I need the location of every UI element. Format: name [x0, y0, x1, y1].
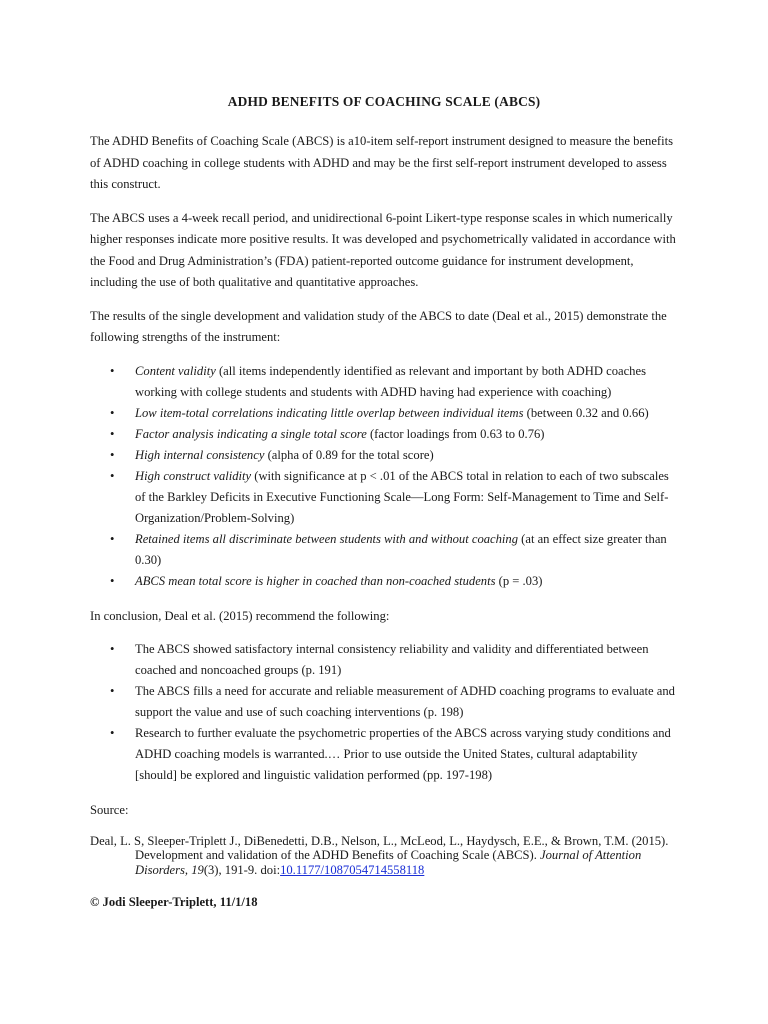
- intro-paragraph-1: The ADHD Benefits of Coaching Scale (ABCS) is a10-item self-report instrument designed to measure the benefits of ADHD coaching in college students with ADHD and may be the first self-report instrument developed to assess this construct.: [90, 134, 674, 191]
- bullet-icon: •: [110, 531, 115, 546]
- bullet-icon: •: [110, 447, 115, 462]
- list-item: • High internal consistency (alpha of 0.89 for the total score): [90, 445, 682, 466]
- list-item: • The ABCS showed satisfactory internal consistency reliability and validity and differentiated between coached and noncoached groups (p. 191): [90, 639, 682, 681]
- copyright-notice: © Jodi Sleeper-Triplett, 11/1/18: [90, 895, 258, 909]
- bullet-icon: •: [110, 468, 115, 483]
- strengths-list: [90, 361, 682, 592]
- bullet-icon: •: [110, 426, 115, 441]
- bullet-icon: •: [110, 642, 115, 656]
- bullet-icon: •: [110, 405, 115, 420]
- recommendations-list: [90, 639, 682, 786]
- bullet-icon: •: [110, 573, 115, 588]
- doi-link[interactable]: 10.1177/108705471455811​8: [280, 862, 425, 877]
- list-item: • Low item-total correlations indicating little overlap between individual items (between 0.32 and 0.66): [90, 403, 682, 424]
- list-item: • The ABCS fills a need for accurate and reliable measurement of ADHD coaching programs to evaluate and support the value and use of such coaching interventions (p. 198): [90, 681, 682, 723]
- source-label: Source:: [90, 803, 129, 817]
- list-item: • High construct validity (with significance at p < .01 of the ABCS total in relation to each of two subscales of the Barkley Deficits in Executive Functioning Scale—Long Form: Self-Management to Time and Self-Organization/Problem-Solving): [90, 466, 682, 529]
- intro-paragraph-3: The results of the single development and validation study of the ABCS to date (Deal et al., 2015) demonstrate the following strengths of the instrument:: [90, 308, 667, 344]
- conclusion-intro: In conclusion, Deal et al. (2015) recommend the following:: [90, 608, 390, 623]
- document-title: ADHD BENEFITS OF COACHING SCALE (ABCS): [227, 94, 541, 109]
- list-item: • Factor analysis indicating a single total score (factor loadings from 0.63 to 0.76): [90, 424, 682, 445]
- intro-paragraph-2: The ABCS uses a 4-week recall period, and unidirectional 6-point Likert-type response scales in which numerically higher responses indicate more positive results. It was developed and psychometrically validated in accordance with the Food and Drug Administration’s (FDA) patient-reported outcome guidance for instrument development, including the use of both qualitative and quantitative approaches.: [90, 210, 676, 289]
- list-item: • Content validity (all items independently identified as relevant and important by both ADHD coaches working with college students and students with ADHD having had experience with coaching): [90, 361, 682, 403]
- bullet-icon: •: [110, 363, 115, 378]
- document-body: [90, 131, 682, 910]
- reference-citation: Deal, L. S, Sleeper-Triplett J., DiBenedetti, D.B., Nelson, L., McLeod, L., Haydysch, E.E., & Brown, T.M. (2015). Development and validation of the ADHD Benefits of Coaching Scale (ABCS). Journal of Attention Disorders, 19(3), 191-9. doi:10.1177/108705471455811​8: [90, 833, 669, 877]
- list-item: • Retained items all discriminate between students with and without coaching (at an effect size greater than 0.30): [90, 529, 682, 571]
- bullet-icon: •: [110, 726, 115, 740]
- list-item: • ABCS mean total score is higher in coached than non-coached students (p = .03): [90, 571, 682, 592]
- journal-title: Journal of Attention Disorders, 19: [135, 848, 642, 877]
- bullet-icon: •: [110, 684, 115, 698]
- list-item: • Research to further evaluate the psychometric properties of the ABCS across varying study conditions and ADHD coaching models is warranted.… Prior to use outside the United States, cultural adaptability [should] be explored and linguistic validation performed (pp. 197-198): [90, 723, 682, 786]
